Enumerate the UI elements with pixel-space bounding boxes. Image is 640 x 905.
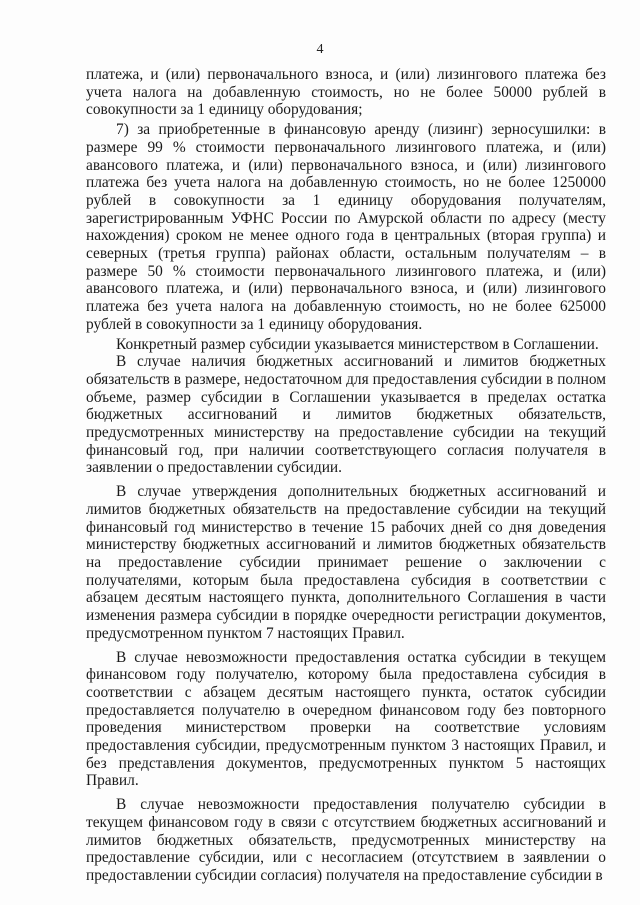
- paragraph-additional-funds: В случае утверждения дополнительных бюджетных ассигнований и лимитов бюджетных обязательств на предоставление субсидии на текущий финансовый год министерство в течение 15 рабочих дней со дня доведения министерству бюджетных ассигнований и лимитов бюджетных обязательств на предоставление субсидии принимает решение о заключении с получателями, которым была предоставлена субсидия в соответствии с абзацем десятым настоящего пункта, дополнительного Соглашения в части изменения размера субсидии в порядке очередности регистрации документов, предусмотренном пунктом 7 настоящих Правил.: [86, 483, 606, 642]
- document-body: [86, 66, 606, 885]
- paragraph-impossibility: В случае невозможности предоставления получателю субсидии в текущем финансовом году в связи с отсутствием бюджетных ассигнований и лимитов бюджетных обязательств, предусмотренных министерству на предоставление субсидии, или с несогласием (отсутствием в заявлении о предоставлении субсидии согласия) получателя на предоставление субсидии в: [86, 796, 606, 884]
- paragraph-insufficient-funds: В случае наличия бюджетных ассигнований и лимитов бюджетных обязательств в размере, недостаточном для предоставления субсидии в полном объеме, размер субсидии в Соглашении указывается в пределах остатка бюджетных ассигнований и лимитов бюджетных обязательств, предусмотренных министерству на предоставление субсидии на текущий финансовый год, при наличии соответствующего согласия получателя в заявлении о предоставлении субсидии.: [86, 353, 606, 477]
- paragraph-remaining-subsidy: В случае невозможности предоставления остатка субсидии в текущем финансовом году получателю, которому была предоставлена субсидия в соответствии с абзацем десятым настоящего пункта, остаток субсидии предоставляется получателю в очередном финансовом году без повторного проведения министерством проверки на соответствие условиям предоставления субсидии, предусмотренным пунктом 3 настоящих Правил, и без представления документов, предусмотренных пунктом 5 настоящих Правил.: [86, 648, 606, 790]
- paragraph-continuation: платежа, и (или) первоначального взноса, и (или) лизингового платежа без учета налога на добавленную стоимость, но не более 50000 рублей в совокупности за 1 единицу оборудования;: [86, 66, 606, 119]
- paragraph-subsidy-amount: Конкретный размер субсидии указывается министерством в Соглашении.: [116, 335, 599, 353]
- page-number: 4: [316, 42, 324, 57]
- paragraph-item-7: 7) за приобретенные в финансовую аренду (лизинг) зерносушилки: в размере 99 % стоимости первоначального лизингового платежа, и (или) авансового платежа, и (или) первоначального взноса, и (или) лизингового платежа без учета налога на добавленную стоимость, но не более 1250000 рублей в совокупности за 1 единицу оборудования получателям, зарегистрированным УФНС России по Амурской области по адресу (месту нахождения) сроком не менее одного года в центральных (вторая группа) и северных (третья группа) районах области, остальным получателям – в размере 50 % стоимости первоначального лизингового платежа, и (или) авансового платежа, и (или) первоначального взноса, и (или) лизингового платежа без учета налога на добавленную стоимость, но не более 625000 рублей в совокупности за 1 единицу оборудования.: [86, 121, 606, 333]
